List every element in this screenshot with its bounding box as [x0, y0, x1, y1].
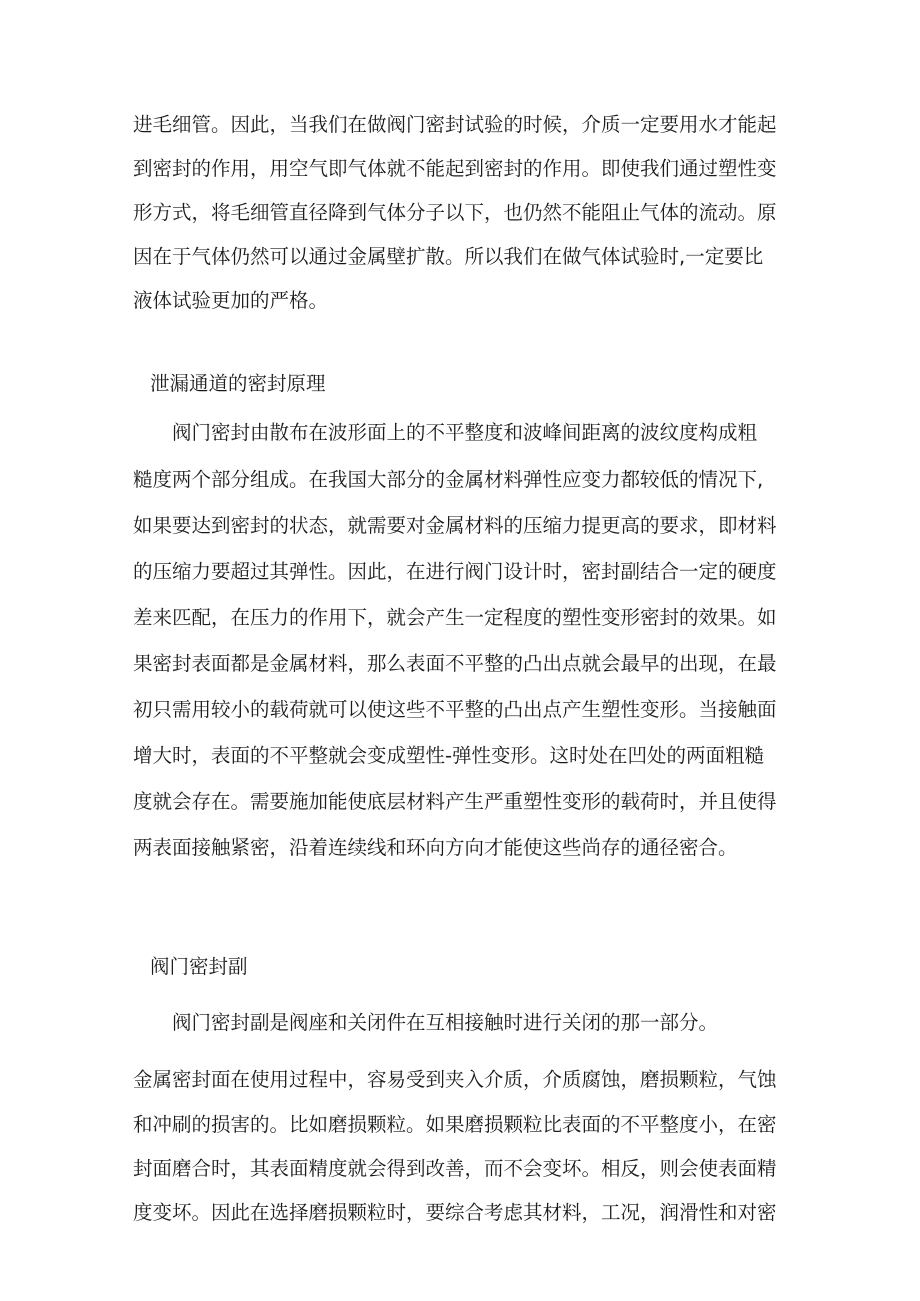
paragraph-1-line-4: 因在于气体仍然可以通过金属壁扩散。所以我们在做气体试验时,一定要比	[133, 245, 764, 268]
paragraph-1-line-1: 进毛细管。因此，当我们在做阀门密封试验的时候，介质一定要用水才能起	[133, 113, 777, 136]
paragraph-4-line-1: 金属密封面在使用过程中，容易受到夹入介质，介质腐蚀，磨损颗粒，气蚀	[133, 1068, 777, 1091]
paragraph-4-line-3: 封面磨合时，其表面精度就会得到改善，而不会变坏。相反，则会使表面精	[133, 1157, 777, 1180]
paragraph-2-line-8: 增大时，表面的不平整就会变成塑性-弹性变形。这时处在凹处的两面粗糙	[133, 744, 765, 767]
section-heading-leak-channel: 泄漏通道的密封原理	[150, 372, 326, 395]
section-heading-valve-seal-pair: 阀门密封副	[150, 955, 248, 978]
paragraph-4-line-2: 和冲刷的损害的。比如磨损颗粒。如果磨损颗粒比表面的不平整度小，在密	[133, 1113, 777, 1136]
paragraph-2-line-6: 果密封表面都是金属材料，那么表面不平整的凸出点就会最早的出现，在最	[133, 652, 777, 675]
paragraph-3-line-1: 阀门密封副是阀座和关闭件在互相接触时进行关闭的那一部分。	[172, 1011, 719, 1034]
paragraph-2-line-5: 差来匹配，在压力的作用下，就会产生一定程度的塑性变形密封的效果。如	[133, 606, 777, 629]
paragraph-2-line-10: 两表面接触紧密，沿着连续线和环向方向才能使这些尚存的通径密合。	[133, 836, 738, 859]
paragraph-1-line-2: 到密封的作用，用空气即气体就不能起到密封的作用。即使我们通过塑性变	[133, 157, 777, 180]
paragraph-2-line-9: 度就会存在。需要施加能使底层材料产生严重塑性变形的载荷时，并且使得	[133, 790, 777, 813]
paragraph-2-line-4: 的压缩力要超过其弹性。因此，在进行阀门设计时，密封副结合一定的硬度	[133, 560, 777, 583]
paragraph-2-line-2: 糙度两个部分组成。在我国大部分的金属材料弹性应变力都较低的情况下,	[133, 468, 764, 491]
paragraph-1-line-5: 液体试验更加的严格。	[133, 289, 329, 312]
paragraph-4-line-4: 度变坏。因此在选择磨损颗粒时，要综合考虑其材料，工况，润滑性和对密	[133, 1201, 777, 1224]
paragraph-2-line-3: 如果要达到密封的状态，就需要对金属材料的压缩力提更高的要求，即材料	[133, 514, 777, 537]
paragraph-2-line-7: 初只需用较小的载荷就可以使这些不平整的凸出点产生塑性变形。当接触面	[133, 698, 777, 721]
paragraph-2-line-1: 阀门密封由散布在波形面上的不平整度和波峰间距离的波纹度构成粗	[172, 421, 758, 444]
paragraph-1-line-3: 形方式，将毛细管直径降到气体分子以下，也仍然不能阻止气体的流动。原	[133, 201, 777, 224]
